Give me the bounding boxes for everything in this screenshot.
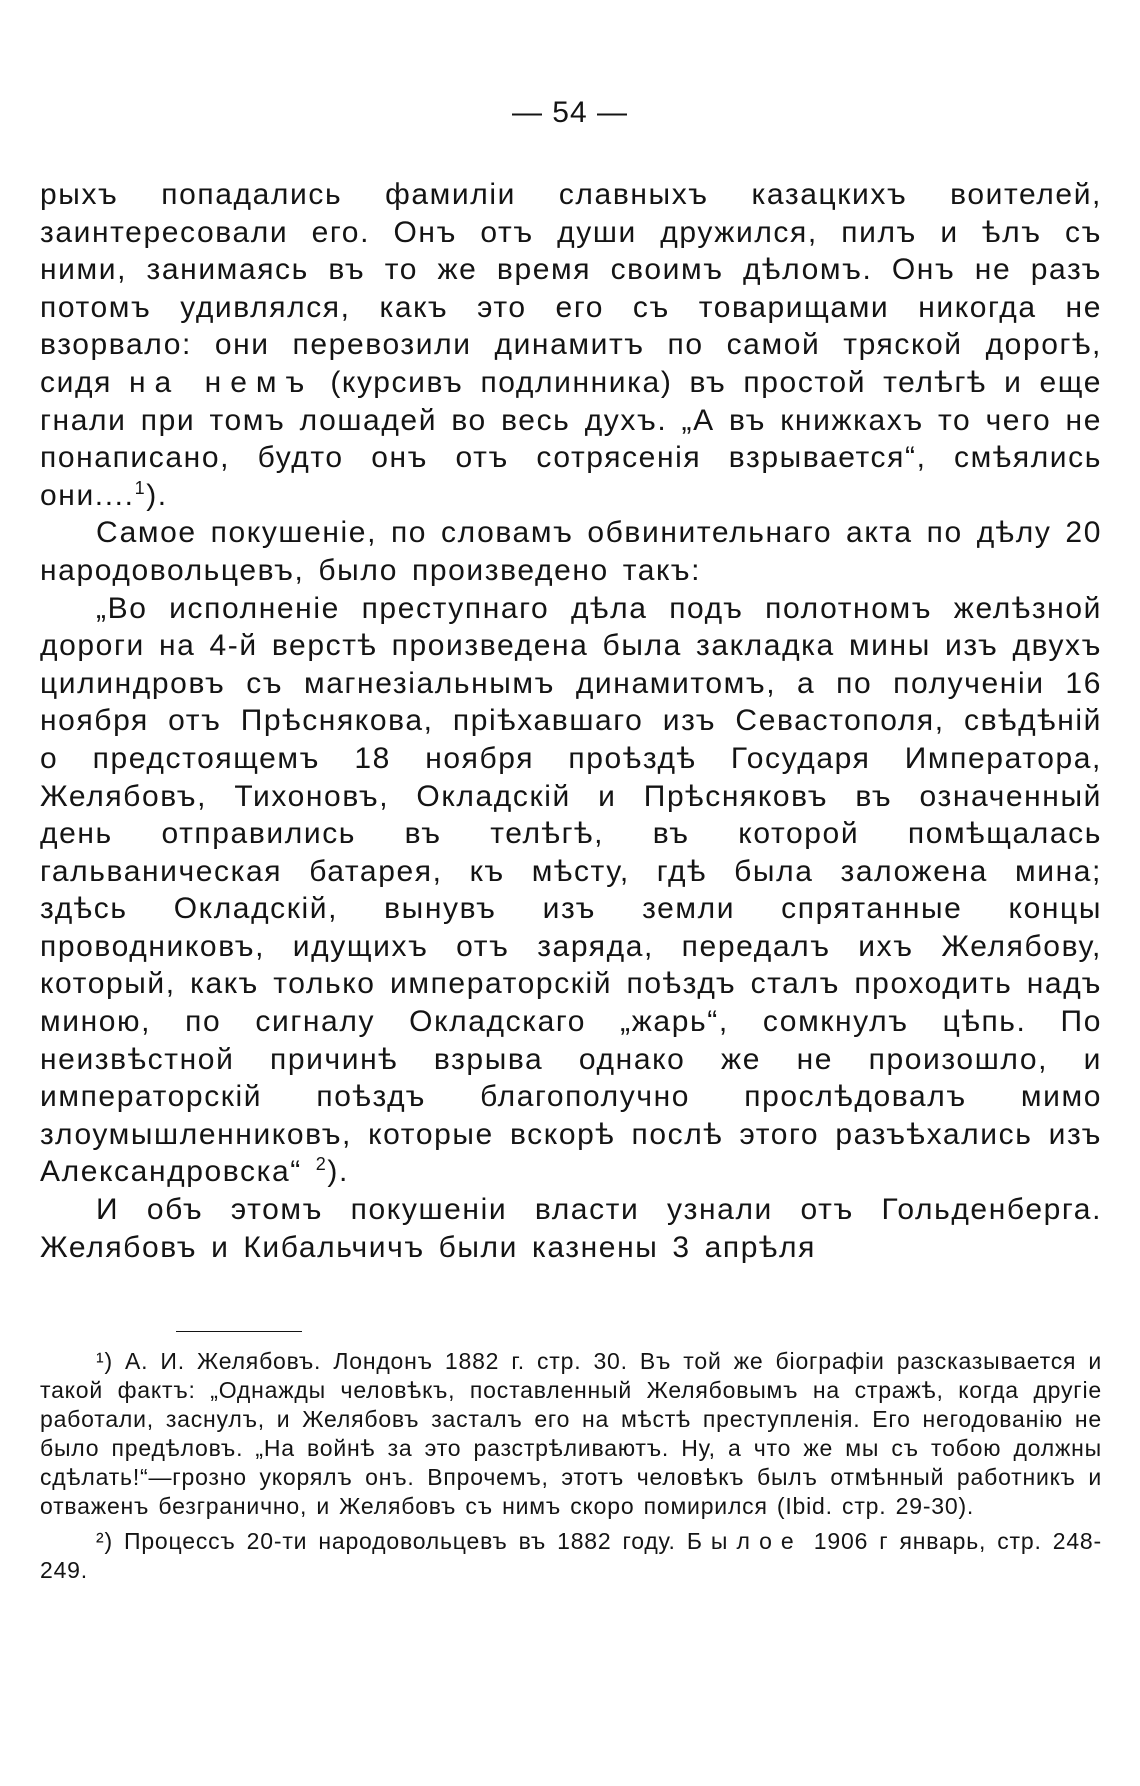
footnote-ref-1: 1 <box>134 477 147 498</box>
paragraph-3-end: ). <box>327 1155 349 1189</box>
main-text <box>40 176 1102 1266</box>
paragraph-3 <box>40 590 1102 1192</box>
paragraph-3-text: „Во исполненіе преступнаго дѣла подъ полотномъ желѣзной дороги на 4-й верстѣ произведена была закладка мины изъ двухъ цилиндровъ съ магнезіальнымъ динамитомъ, а по полученіи 16 ноября отъ Прѣснякова, пріѣхавшаго изъ Севастополя, свѣдѣній о предстоящемъ 18 ноября проѣздѣ Государя Императора, Желябовъ, Тихоновъ, Окладскій и Прѣсняковъ въ означенный день отправились въ телѣгѣ, въ которой помѣщалась гальваническая батарея, къ мѣсту, гдѣ была заложена мина; здѣсь Окладскій, вынувъ изъ земли спрятанные концы проводниковъ, идущихъ отъ заряда, передалъ ихъ Желябову, который, какъ только императорскій поѣздъ сталъ проходить надъ миною, по сигналу Окладскаго „жарь“, сомкнулъ цѣпь. По неизвѣстной причинѣ взрыва однако же не произошло, и императорскій поѣздъ благополучно прослѣдовалъ мимо злоумышленниковъ, которые вскорѣ послѣ этого разъѣхались изъ Александровска“ <box>40 591 1102 1189</box>
footnote-2-mark: ²) <box>96 1528 113 1554</box>
paragraph-1-rest: (курсивъ подлинника) въ простой телѣгѣ и еще гнали при томъ лошадей во весь духъ. „А въ книжкахъ то чего не понаписано, будто онъ отъ сотрясенія взрывается“, смѣялись они.... <box>40 365 1102 512</box>
page-number: — 54 — <box>511 96 629 129</box>
italic-emphasis: на немъ <box>128 365 314 399</box>
footnote-1-text: А. И. Желябовъ. Лондонъ 1882 г. стр. 30. Въ той же біографіи разсказывается и такой фактъ: „Однажды человѣкъ, поставленный Желябовымъ на стражѣ, когда другіе работали, заснулъ, и Желябовъ засталъ его на мѣстѣ преступленія. Его негодованію не было предѣловъ. „На войнѣ за это разстрѣливаютъ. Ну, а что же мы съ тобою должны сдѣлать!“—грозно укорялъ онъ. Впрочемъ, этотъ человѣкъ былъ отмѣнный работникъ и отваженъ безгранично, и Желябовъ съ нимъ скоро помирился (Ibid. стр. 29-30). <box>40 1348 1102 1519</box>
paragraph-2: Самое покушеніе, по словамъ обвинительнаго акта по дѣлу 20 народовольцевъ, было произведено такъ: <box>40 516 1102 587</box>
footnote-2 <box>40 1527 1102 1585</box>
journal-title: Былое <box>686 1528 803 1554</box>
footnote-divider <box>176 1331 302 1332</box>
footnote-2-rest: 1906 г январь, стр. 248-249. <box>40 1528 1102 1583</box>
footnote-1-mark: ¹) <box>96 1348 113 1374</box>
paragraph-1 <box>40 176 1102 514</box>
paragraph-1-text: рыхъ попадались фамиліи славныхъ казацкихъ воителей, заинтересовали его. Онъ отъ души дружился, пилъ и ѣлъ съ ними, занимаясь въ то же время своимъ дѣломъ. Онъ не разъ потомъ удивлялся, какъ это его съ товарищами никогда не взорвало: они перевозили динамитъ по самой тряской дорогѣ, сидя <box>40 178 1102 399</box>
paragraph-1-end: ). <box>146 478 168 512</box>
footnote-2-text: Процессъ 20-ти народовольцевъ въ 1882 году. <box>124 1528 676 1554</box>
footnote-1 <box>40 1347 1102 1521</box>
paragraph-4: И объ этомъ покушеніи власти узнали отъ Гольденберга. Желябовъ и Кибальчичъ были казнены 3 апрѣля <box>40 1193 1102 1264</box>
footnote-ref-2: 2 <box>315 1154 328 1175</box>
footnotes <box>40 1347 1102 1591</box>
